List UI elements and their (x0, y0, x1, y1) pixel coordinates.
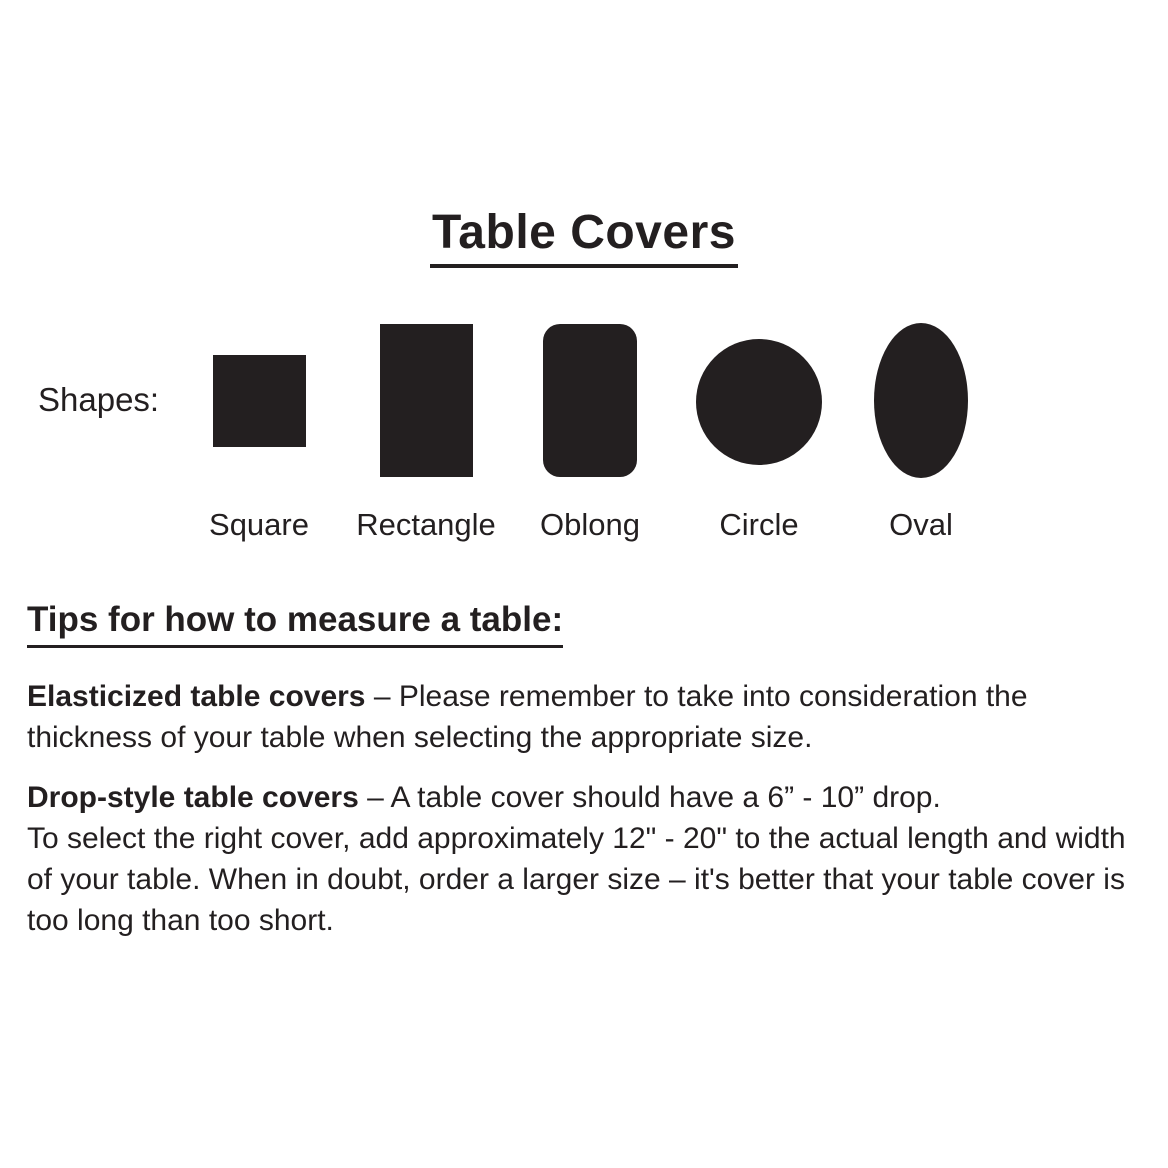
shape-label-oval: Oval (889, 507, 953, 542)
page-title: Table Covers (430, 205, 738, 268)
shape-label-rectangle: Rectangle (356, 507, 496, 542)
shape-label-oblong: Oblong (540, 507, 640, 542)
paragraph-elasticized-lead: Elasticized table covers (27, 680, 366, 713)
tips-heading: Tips for how to measure a table: (27, 600, 563, 648)
shape-label-circle: Circle (719, 507, 799, 542)
paragraph-drop-style-lead: Drop-style table covers (27, 781, 359, 814)
shapes-row-label: Shapes: (38, 381, 160, 418)
paragraph-drop-style-text-b: To select the right cover, add approximately 12" - 20" to the actual length and width of your table. When in doubt, order a larger size – it's better that your table cover is too long than too short. (27, 822, 1126, 937)
oval-shape (874, 323, 968, 478)
shape-label-square: Square (209, 507, 309, 542)
rectangle-shape (380, 324, 473, 477)
oblong-shape (543, 324, 637, 477)
paragraph-drop-style (27, 777, 1149, 941)
square-shape (213, 355, 306, 447)
paragraph-elasticized-text: – Please remember to take into consideration the thickness of your table when selecting the appropriate size. (27, 680, 1028, 754)
circle-shape (696, 339, 822, 465)
paragraph-drop-style-text-a: – A table cover should have a 6” - 10” drop. (358, 781, 941, 814)
title-container (0, 205, 1168, 268)
paragraph-elasticized (27, 676, 1149, 758)
